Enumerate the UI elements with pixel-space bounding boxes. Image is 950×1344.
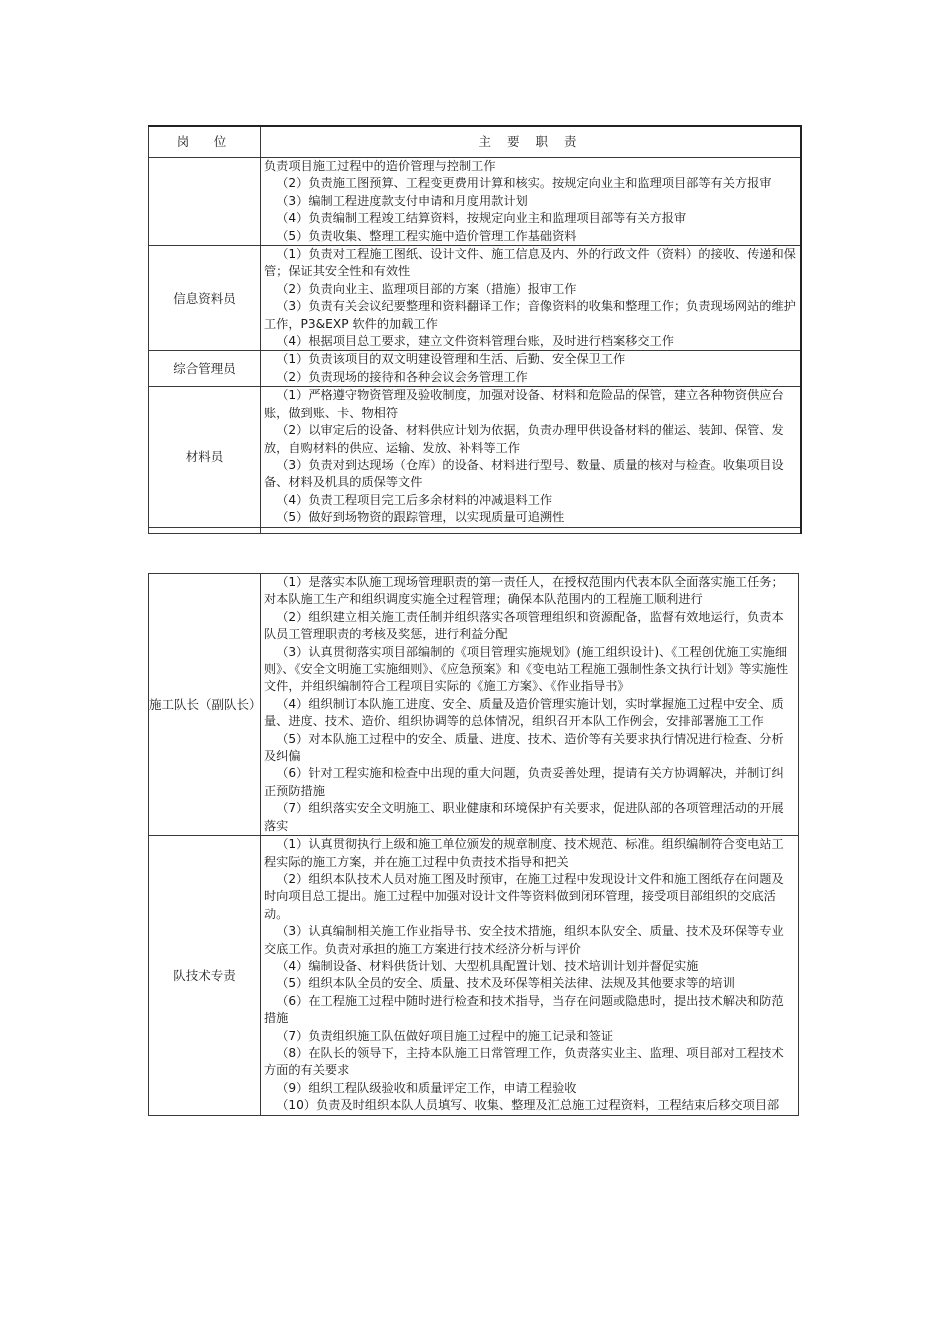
table-header-row — [149, 126, 802, 158]
table-row — [149, 574, 799, 836]
duty-line: （10）负责及时组织本队人员填写、收集、整理及汇总施工过程资料，工程结束后移交项目部 — [276, 1098, 780, 1113]
role-cell: 材料员 — [149, 387, 261, 527]
duty-line: （2）组织本队技术人员对施工图及时预审，在施工过程中发现设计文件和施工图纸存在问题及时向项目总工提出。施工过程中加强对设计文件等资料做到闭环管理，接受项目部组织的交底活动。 — [264, 871, 784, 921]
duty-line: （4）组织制订本队施工进度、安全、质量及造价管理实施计划，实时掌握施工过程中安全、质量、进度、技术、造价、组织协调等的总体情况，组织召开本队工作例会，安排部署施工工作 — [264, 696, 784, 729]
duty-line: （1）负责该项目的双文明建设管理和生活、后勤、安全保卫工作 — [276, 352, 626, 367]
header-duties: 主 要 职 责 — [261, 126, 802, 158]
duties-cell — [261, 246, 802, 351]
role-cell — [149, 158, 261, 246]
duty-line: （2）以审定后的设备、材料供应计划为依据，负责办理甲供设备材料的催运、装卸、保管、发放，自购材料的供应、运输、发放、补料等工作 — [264, 423, 784, 455]
duty-line: （5）做好到场物资的跟踪管理，以实现质量可追溯性 — [276, 510, 565, 525]
table-row — [149, 836, 799, 1116]
duty-line: （1）是落实本队施工现场管理职责的第一责任人，在授权范围内代表本队全面落实施工任务；对本队施工生产和组织调度实施全过程管理；确保本队范围内的工程施工顺利进行 — [264, 575, 784, 607]
duty-line: （5）组织本队全员的安全、质量、技术及环保等相关法律、法规及其他要求等的培训 — [276, 976, 735, 991]
duty-line: （4）编制设备、材料供货计划、大型机具配置计划、技术培训计划并督促实施 — [276, 958, 699, 973]
duty-line: （6）针对工程实施和检查中出现的重大问题，负责妥善处理，提请有关方协调解决，并制订纠正预防措施 — [264, 766, 784, 798]
duty-line: （1）严格遵守物资管理及验收制度，加强对设备、材料和危险品的保管，建立各种物资供应台账，做到账、卡、物相符 — [264, 388, 784, 420]
table-row — [149, 387, 802, 527]
duty-line: （3）负责对到达现场（仓库）的设备、材料进行型号、数量、质量的核对与检查。收集项目设备、材料及机具的质保等文件 — [264, 457, 784, 490]
duty-line: 负责项目施工过程中的造价管理与控制工作 — [264, 159, 496, 173]
duty-line: （1）负责对工程施工图纸、设计文件、施工信息及内、外的行政文件（资料）的接收、传递和保管；保证其安全性和有效性 — [264, 247, 796, 279]
role-cell: 施工队长（副队长） — [149, 574, 261, 836]
duties-cell — [261, 836, 799, 1116]
header-position: 岗 位 — [149, 126, 261, 158]
duty-line: （2）负责施工图预算、工程变更费用计算和核实。按规定向业主和监理项目部等有关方报审 — [276, 176, 772, 191]
duty-line: （2）负责现场的接待和各种会议会务管理工作 — [276, 369, 528, 384]
duties-cell — [261, 387, 802, 527]
duty-line: （7）组织落实安全文明施工、职业健康和环境保护有关要求，促进队部的各项管理活动的开展落实 — [264, 801, 784, 833]
responsibility-table-2 — [148, 573, 799, 1116]
table-spacer-row — [149, 527, 802, 533]
duty-line: （5）对本队施工过程中的安全、质量、进度、技术、造价等有关要求执行情况进行检查、分析及纠偏 — [264, 731, 784, 764]
duty-line: （3）认真贯彻落实项目部编制的《项目管理实施规划》(施工组织设计)、《工程创优施工实施细则》、《安全文明施工实施细则》、《应急预案》和《变电站工程施工强制性条文执行计划》等实施性文件，并组织编制符合工程项目实际的《施工方案》、《作业指导书》 — [264, 644, 789, 694]
duty-line: （7）负责组织施工队伍做好项目施工过程中的施工记录和签证 — [276, 1028, 614, 1043]
duty-line: （2）组织建立相关施工责任制并组织落实各项管理组织和资源配备，监督有效地运行，负责本队员工管理职责的考核及奖惩，进行利益分配 — [264, 609, 784, 642]
duty-line: （3）负责有关会议纪要整理和资料翻译工作；音像资料的收集和整理工作；负责现场网站的维护工作，P3&EXP 软件的加载工作 — [264, 299, 796, 331]
duties-cell — [261, 158, 802, 246]
duty-line: （3）认真编制相关施工作业指导书、安全技术措施，组织本队安全、质量、技术及环保等专业交底工作。负责对承担的施工方案进行技术经济分析与评价 — [264, 924, 784, 956]
role-cell: 综合管理员 — [149, 351, 261, 387]
table-row — [149, 246, 802, 351]
table-row — [149, 158, 802, 246]
duties-cell — [261, 351, 802, 387]
duties-cell — [261, 574, 799, 836]
role-cell: 信息资料员 — [149, 246, 261, 351]
duty-line: （8）在队长的领导下，主持本队施工日常管理工作，负责落实业主、监理、项目部对工程技术方面的有关要求 — [264, 1045, 784, 1078]
duty-line: （4）负责编制工程竣工结算资料，按规定向业主和监理项目部等有关方报审 — [276, 211, 687, 226]
duty-line: （1）认真贯彻执行上级和施工单位颁发的规章制度、技术规范、标准。组织编制符合变电站工程实际的施工方案，并在施工过程中负责技术指导和把关 — [264, 837, 784, 869]
duty-line: （6）在工程施工过程中随时进行检查和技术指导，当存在问题或隐患时，提出技术解决和防范措施 — [264, 993, 784, 1026]
duty-line: （2）负责向业主、监理项目部的方案（措施）报审工作 — [276, 281, 577, 296]
duty-line: （5）负责收集、整理工程实施中造价管理工作基础资料 — [276, 228, 577, 243]
responsibility-table-1 — [148, 125, 802, 534]
duty-line: （3）编制工程进度款支付申请和月度用款计划 — [276, 193, 528, 208]
duty-line: （4）根据项目总工要求，建立文件资料管理台账，及时进行档案移交工作 — [276, 334, 674, 349]
duty-line: （4）负责工程项目完工后多余材料的冲减退料工作 — [276, 492, 553, 507]
duty-line: （9）组织工程队级验收和质量评定工作，申请工程验收 — [276, 1080, 577, 1095]
role-cell: 队技术专责 — [149, 836, 261, 1116]
table-row — [149, 351, 802, 387]
